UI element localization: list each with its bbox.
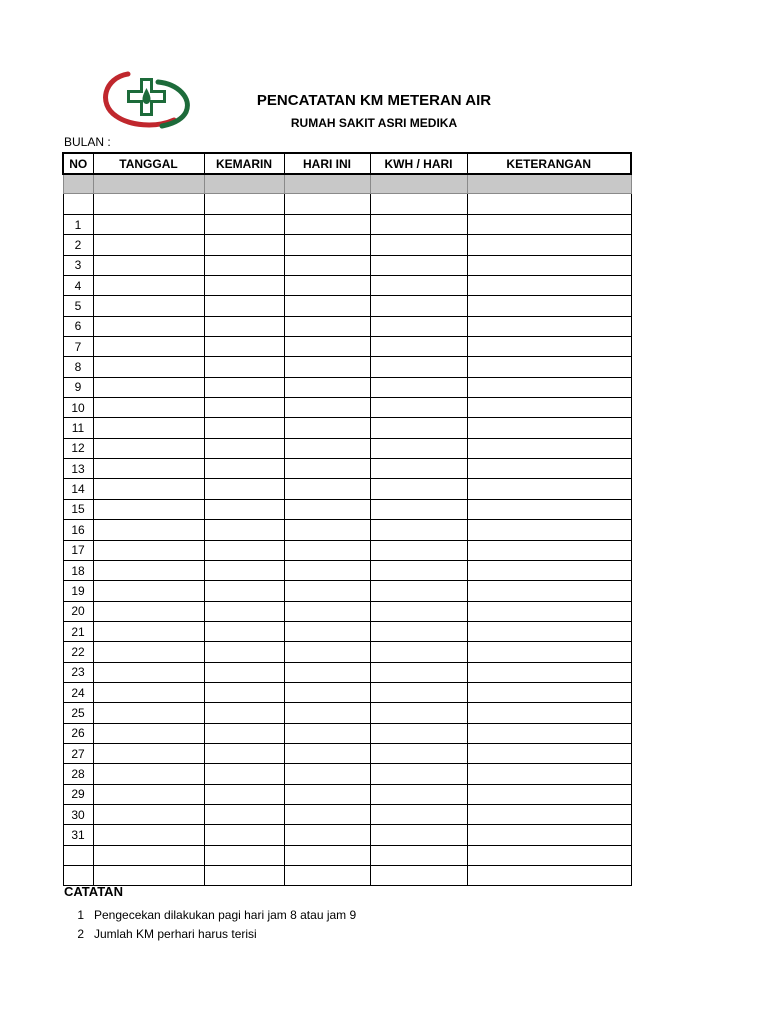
tanggal-cell bbox=[93, 479, 204, 499]
row-number-cell: 5 bbox=[63, 296, 93, 316]
table-row bbox=[63, 560, 631, 580]
kemarin-cell bbox=[204, 764, 284, 784]
table-row bbox=[63, 581, 631, 601]
table-row bbox=[63, 398, 631, 418]
hari-ini-cell bbox=[284, 418, 370, 438]
row-number-cell: 7 bbox=[63, 337, 93, 357]
kwh-hari-cell bbox=[370, 743, 467, 763]
row-number-cell: 18 bbox=[63, 560, 93, 580]
tanggal-cell bbox=[93, 296, 204, 316]
notes-title: CATATAN bbox=[64, 884, 123, 899]
table-row bbox=[63, 601, 631, 621]
table-row bbox=[63, 743, 631, 763]
kwh-hari-cell bbox=[370, 357, 467, 377]
kwh-hari-cell bbox=[370, 499, 467, 519]
row-number-cell: 6 bbox=[63, 316, 93, 336]
tanggal-cell bbox=[93, 255, 204, 275]
keterangan-cell bbox=[467, 215, 631, 235]
table-row bbox=[63, 276, 631, 296]
notes-list bbox=[64, 906, 356, 944]
note-number: 1 bbox=[77, 908, 84, 922]
kwh-hari-cell bbox=[370, 601, 467, 621]
table-row bbox=[63, 479, 631, 499]
kemarin-cell bbox=[204, 235, 284, 255]
row-number-cell: 28 bbox=[63, 764, 93, 784]
hari-ini-cell bbox=[284, 316, 370, 336]
kemarin-cell bbox=[204, 621, 284, 641]
tanggal-cell bbox=[93, 377, 204, 397]
kemarin-cell bbox=[204, 804, 284, 824]
kemarin-cell bbox=[204, 398, 284, 418]
table-row bbox=[63, 682, 631, 702]
column-header-tanggal: TANGGAL bbox=[93, 153, 204, 174]
kwh-hari-cell bbox=[370, 764, 467, 784]
note-number: 2 bbox=[77, 927, 84, 941]
kemarin-cell bbox=[204, 845, 284, 865]
row-number-cell: 23 bbox=[63, 662, 93, 682]
row-number-cell: 14 bbox=[63, 479, 93, 499]
keterangan-cell bbox=[467, 520, 631, 540]
tanggal-cell bbox=[93, 499, 204, 519]
table-row bbox=[63, 377, 631, 397]
row-number-cell: 3 bbox=[63, 255, 93, 275]
table-row bbox=[63, 703, 631, 723]
row-number-cell: 17 bbox=[63, 540, 93, 560]
tanggal-cell bbox=[93, 459, 204, 479]
hari-ini-cell bbox=[284, 357, 370, 377]
kemarin-cell bbox=[204, 743, 284, 763]
hari-ini-cell bbox=[284, 682, 370, 702]
kemarin-cell bbox=[204, 784, 284, 804]
hari-ini-cell bbox=[284, 438, 370, 458]
kemarin-cell bbox=[204, 642, 284, 662]
kwh-hari-cell bbox=[370, 642, 467, 662]
kemarin-cell bbox=[204, 479, 284, 499]
keterangan-cell bbox=[467, 398, 631, 418]
row-number-cell: 22 bbox=[63, 642, 93, 662]
table-row bbox=[63, 499, 631, 519]
hari-ini-cell bbox=[284, 560, 370, 580]
hospital-cross-logo-icon bbox=[98, 68, 194, 130]
note-item bbox=[64, 906, 356, 925]
row-number-cell: 16 bbox=[63, 520, 93, 540]
kwh-hari-cell bbox=[370, 215, 467, 235]
note-text: Jumlah KM perhari harus terisi bbox=[94, 927, 257, 941]
tanggal-cell bbox=[93, 662, 204, 682]
keterangan-cell bbox=[467, 764, 631, 784]
table-row bbox=[63, 255, 631, 275]
kemarin-cell bbox=[204, 601, 284, 621]
row-number-cell: 30 bbox=[63, 804, 93, 824]
keterangan-cell bbox=[467, 621, 631, 641]
kemarin-cell bbox=[204, 276, 284, 296]
tanggal-cell bbox=[93, 337, 204, 357]
keterangan-cell bbox=[467, 235, 631, 255]
table-row bbox=[63, 296, 631, 316]
hari-ini-cell bbox=[284, 642, 370, 662]
hospital-name: RUMAH SAKIT ASRI MEDIKA bbox=[290, 116, 458, 130]
kemarin-cell bbox=[204, 723, 284, 743]
row-number-cell: 2 bbox=[63, 235, 93, 255]
table-header-row bbox=[63, 153, 631, 174]
kwh-hari-cell bbox=[370, 804, 467, 824]
row-number-cell: 9 bbox=[63, 377, 93, 397]
tanggal-cell bbox=[93, 784, 204, 804]
tanggal-cell bbox=[93, 581, 204, 601]
tanggal-cell bbox=[93, 398, 204, 418]
kemarin-cell bbox=[204, 459, 284, 479]
keterangan-cell bbox=[467, 316, 631, 336]
hari-ini-cell bbox=[284, 723, 370, 743]
kwh-hari-cell bbox=[370, 418, 467, 438]
kemarin-cell bbox=[204, 866, 284, 886]
tanggal-cell bbox=[93, 723, 204, 743]
kwh-hari-cell bbox=[370, 703, 467, 723]
tanggal-cell bbox=[93, 215, 204, 235]
row-number-cell: 13 bbox=[63, 459, 93, 479]
kwh-hari-cell bbox=[370, 377, 467, 397]
kwh-hari-cell bbox=[370, 235, 467, 255]
kemarin-cell bbox=[204, 520, 284, 540]
tanggal-cell bbox=[93, 316, 204, 336]
kemarin-cell bbox=[204, 377, 284, 397]
row-number-cell: 25 bbox=[63, 703, 93, 723]
meter-log-table bbox=[62, 152, 632, 886]
kemarin-cell bbox=[204, 682, 284, 702]
hari-ini-cell bbox=[284, 784, 370, 804]
row-number-cell: 8 bbox=[63, 357, 93, 377]
table-row bbox=[63, 337, 631, 357]
tanggal-cell bbox=[93, 804, 204, 824]
hari-ini-cell bbox=[284, 459, 370, 479]
tanggal-cell bbox=[93, 540, 204, 560]
keterangan-cell bbox=[467, 784, 631, 804]
note-text: Pengecekan dilakukan pagi hari jam 8 atau jam 9 bbox=[94, 908, 357, 922]
hari-ini-cell bbox=[284, 621, 370, 641]
kemarin-cell bbox=[204, 316, 284, 336]
kwh-hari-cell bbox=[370, 662, 467, 682]
keterangan-cell bbox=[467, 642, 631, 662]
kemarin-cell bbox=[204, 825, 284, 845]
row-number-cell: 19 bbox=[63, 581, 93, 601]
kwh-hari-cell bbox=[370, 723, 467, 743]
hari-ini-cell bbox=[284, 337, 370, 357]
column-header-kwh-hari: KWH / HARI bbox=[370, 153, 467, 174]
column-header-keterangan: KETERANGAN bbox=[467, 153, 631, 174]
keterangan-cell bbox=[467, 662, 631, 682]
shaded-row bbox=[63, 174, 631, 194]
row-number-cell bbox=[63, 866, 93, 886]
table-row bbox=[63, 459, 631, 479]
table-row bbox=[63, 723, 631, 743]
keterangan-cell bbox=[467, 703, 631, 723]
kwh-hari-cell bbox=[370, 459, 467, 479]
table-row bbox=[63, 825, 631, 845]
keterangan-cell bbox=[467, 276, 631, 296]
kemarin-cell bbox=[204, 662, 284, 682]
kemarin-cell bbox=[204, 581, 284, 601]
table-row bbox=[63, 520, 631, 540]
kemarin-cell bbox=[204, 540, 284, 560]
keterangan-cell bbox=[467, 438, 631, 458]
row-number-cell: 21 bbox=[63, 621, 93, 641]
hari-ini-cell bbox=[284, 825, 370, 845]
spacer-row bbox=[63, 194, 631, 215]
keterangan-cell bbox=[467, 804, 631, 824]
kwh-hari-cell bbox=[370, 296, 467, 316]
kemarin-cell bbox=[204, 703, 284, 723]
row-number-cell: 24 bbox=[63, 682, 93, 702]
row-number-cell: 15 bbox=[63, 499, 93, 519]
tanggal-cell bbox=[93, 276, 204, 296]
row-number-cell: 29 bbox=[63, 784, 93, 804]
hari-ini-cell bbox=[284, 520, 370, 540]
keterangan-cell bbox=[467, 357, 631, 377]
row-number-cell: 1 bbox=[63, 215, 93, 235]
kwh-hari-cell bbox=[370, 866, 467, 886]
keterangan-cell bbox=[467, 377, 631, 397]
column-header-kemarin: KEMARIN bbox=[204, 153, 284, 174]
hari-ini-cell bbox=[284, 662, 370, 682]
hari-ini-cell bbox=[284, 581, 370, 601]
hari-ini-cell bbox=[284, 703, 370, 723]
kwh-hari-cell bbox=[370, 276, 467, 296]
column-header-hari-ini: HARI INI bbox=[284, 153, 370, 174]
table-row bbox=[63, 621, 631, 641]
kwh-hari-cell bbox=[370, 682, 467, 702]
month-label: BULAN : bbox=[64, 135, 111, 149]
kwh-hari-cell bbox=[370, 581, 467, 601]
table-row bbox=[63, 784, 631, 804]
keterangan-cell bbox=[467, 479, 631, 499]
tanggal-cell bbox=[93, 682, 204, 702]
kemarin-cell bbox=[204, 215, 284, 235]
hari-ini-cell bbox=[284, 845, 370, 865]
hari-ini-cell bbox=[284, 296, 370, 316]
note-item bbox=[64, 925, 356, 944]
kwh-hari-cell bbox=[370, 255, 467, 275]
hari-ini-cell bbox=[284, 479, 370, 499]
kemarin-cell bbox=[204, 418, 284, 438]
kwh-hari-cell bbox=[370, 316, 467, 336]
row-number-cell: 12 bbox=[63, 438, 93, 458]
keterangan-cell bbox=[467, 499, 631, 519]
hari-ini-cell bbox=[284, 398, 370, 418]
row-number-cell: 4 bbox=[63, 276, 93, 296]
keterangan-cell bbox=[467, 825, 631, 845]
tanggal-cell bbox=[93, 825, 204, 845]
keterangan-cell bbox=[467, 682, 631, 702]
kwh-hari-cell bbox=[370, 784, 467, 804]
keterangan-cell bbox=[467, 866, 631, 886]
tanggal-cell bbox=[93, 764, 204, 784]
kwh-hari-cell bbox=[370, 825, 467, 845]
table-row bbox=[63, 357, 631, 377]
kwh-hari-cell bbox=[370, 845, 467, 865]
row-number-cell: 26 bbox=[63, 723, 93, 743]
row-number-cell: 20 bbox=[63, 601, 93, 621]
hari-ini-cell bbox=[284, 804, 370, 824]
hari-ini-cell bbox=[284, 215, 370, 235]
document-title: PENCATATAN KM METERAN AIR bbox=[256, 92, 492, 109]
keterangan-cell bbox=[467, 540, 631, 560]
kemarin-cell bbox=[204, 337, 284, 357]
tanggal-cell bbox=[93, 642, 204, 662]
tanggal-cell bbox=[93, 560, 204, 580]
tanggal-cell bbox=[93, 235, 204, 255]
tanggal-cell bbox=[93, 621, 204, 641]
hari-ini-cell bbox=[284, 601, 370, 621]
tanggal-cell bbox=[93, 418, 204, 438]
kwh-hari-cell bbox=[370, 540, 467, 560]
column-header-no: NO bbox=[63, 153, 93, 174]
tanggal-cell bbox=[93, 703, 204, 723]
keterangan-cell bbox=[467, 723, 631, 743]
keterangan-cell bbox=[467, 337, 631, 357]
keterangan-cell bbox=[467, 601, 631, 621]
row-number-cell: 10 bbox=[63, 398, 93, 418]
row-number-cell bbox=[63, 845, 93, 865]
hari-ini-cell bbox=[284, 276, 370, 296]
hari-ini-cell bbox=[284, 377, 370, 397]
row-number-cell: 31 bbox=[63, 825, 93, 845]
keterangan-cell bbox=[467, 296, 631, 316]
table-row bbox=[63, 418, 631, 438]
tanggal-cell bbox=[93, 866, 204, 886]
tanggal-cell bbox=[93, 520, 204, 540]
table-row bbox=[63, 845, 631, 865]
kwh-hari-cell bbox=[370, 520, 467, 540]
table-row bbox=[63, 438, 631, 458]
tanggal-cell bbox=[93, 743, 204, 763]
table-row bbox=[63, 764, 631, 784]
hari-ini-cell bbox=[284, 743, 370, 763]
row-number-cell: 27 bbox=[63, 743, 93, 763]
keterangan-cell bbox=[467, 459, 631, 479]
keterangan-cell bbox=[467, 418, 631, 438]
table-row bbox=[63, 804, 631, 824]
kwh-hari-cell bbox=[370, 560, 467, 580]
keterangan-cell bbox=[467, 581, 631, 601]
kemarin-cell bbox=[204, 438, 284, 458]
table-row bbox=[63, 540, 631, 560]
keterangan-cell bbox=[467, 845, 631, 865]
hari-ini-cell bbox=[284, 235, 370, 255]
kemarin-cell bbox=[204, 499, 284, 519]
kwh-hari-cell bbox=[370, 337, 467, 357]
keterangan-cell bbox=[467, 743, 631, 763]
keterangan-cell bbox=[467, 255, 631, 275]
kwh-hari-cell bbox=[370, 438, 467, 458]
table-row bbox=[63, 235, 631, 255]
table-row bbox=[63, 866, 631, 886]
tanggal-cell bbox=[93, 357, 204, 377]
kwh-hari-cell bbox=[370, 479, 467, 499]
keterangan-cell bbox=[467, 560, 631, 580]
hari-ini-cell bbox=[284, 540, 370, 560]
tanggal-cell bbox=[93, 601, 204, 621]
hari-ini-cell bbox=[284, 255, 370, 275]
table-row bbox=[63, 642, 631, 662]
table-row bbox=[63, 662, 631, 682]
tanggal-cell bbox=[93, 438, 204, 458]
table-row bbox=[63, 215, 631, 235]
tanggal-cell bbox=[93, 845, 204, 865]
row-number-cell: 11 bbox=[63, 418, 93, 438]
kemarin-cell bbox=[204, 255, 284, 275]
kwh-hari-cell bbox=[370, 621, 467, 641]
kemarin-cell bbox=[204, 560, 284, 580]
kemarin-cell bbox=[204, 296, 284, 316]
hari-ini-cell bbox=[284, 764, 370, 784]
hari-ini-cell bbox=[284, 866, 370, 886]
hari-ini-cell bbox=[284, 499, 370, 519]
kwh-hari-cell bbox=[370, 398, 467, 418]
kemarin-cell bbox=[204, 357, 284, 377]
table-row bbox=[63, 316, 631, 336]
